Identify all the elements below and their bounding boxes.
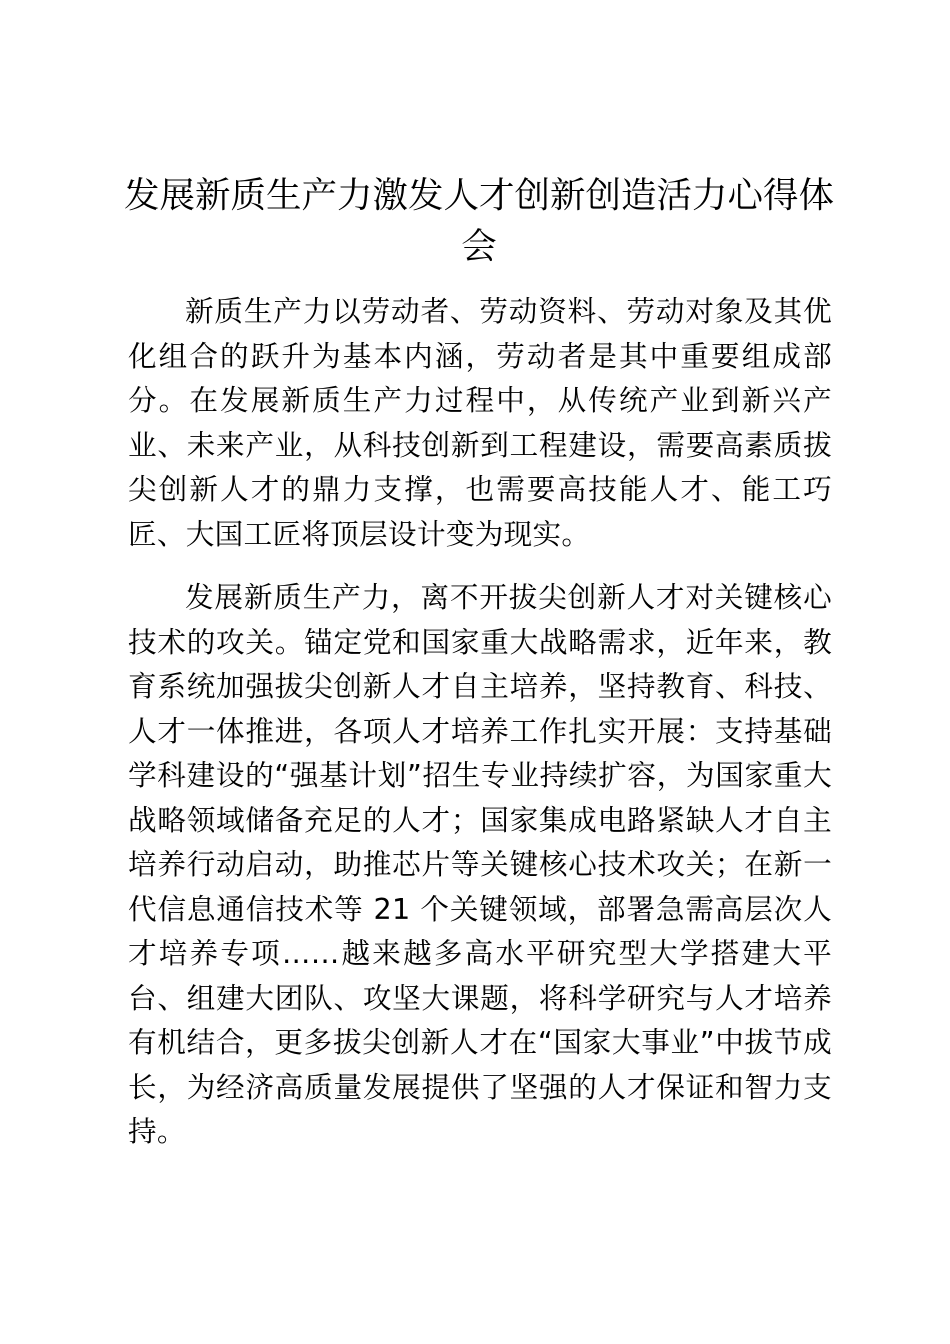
paragraph-2: 发展新质生产力，离不开拔尖创新人才对关键核心技术的攻关。锚定党和国家重大战略需求，近年来，教育系统加强拔尖创新人才自主培养，坚持教育、科技、人才一体推进，各项人才培养工作扎实开展：支持基础学科建设的“强基计划”招生专业持续扩容，为国家重大战略领域储备充足的人才；国家集成电路紧缺人才自主培养行动启动，助推芯片等关键核心技术攻关；在新一代信息通信技术等 21 个关键领域，部署急需高层次人才培养专项……越来越多高水平研究型大学搭建大平台、组建大团队、攻坚大课题，将科学研究与人才培养有机结合，更多拔尖创新人才在“国家大事业”中拔节成长，为经济高质量发展提供了坚强的人才保证和智力支持。 <box>128 580 832 1148</box>
paragraph-1: 新质生产力以劳动者、劳动资料、劳动对象及其优化组合的跃升为基本内涵，劳动者是其中重要组成部分。在发展新质生产力过程中，从传统产业到新兴产业、未来产业，从科技创新到工程建设，需要高素质拔尖创新人才的鼎力支撑，也需要高技能人才、能工巧匠、大国工匠将顶层设计变为现实。 <box>128 294 832 551</box>
document-title: 发展新质生产力激发人才创新创造活力心得体会 <box>123 175 834 267</box>
